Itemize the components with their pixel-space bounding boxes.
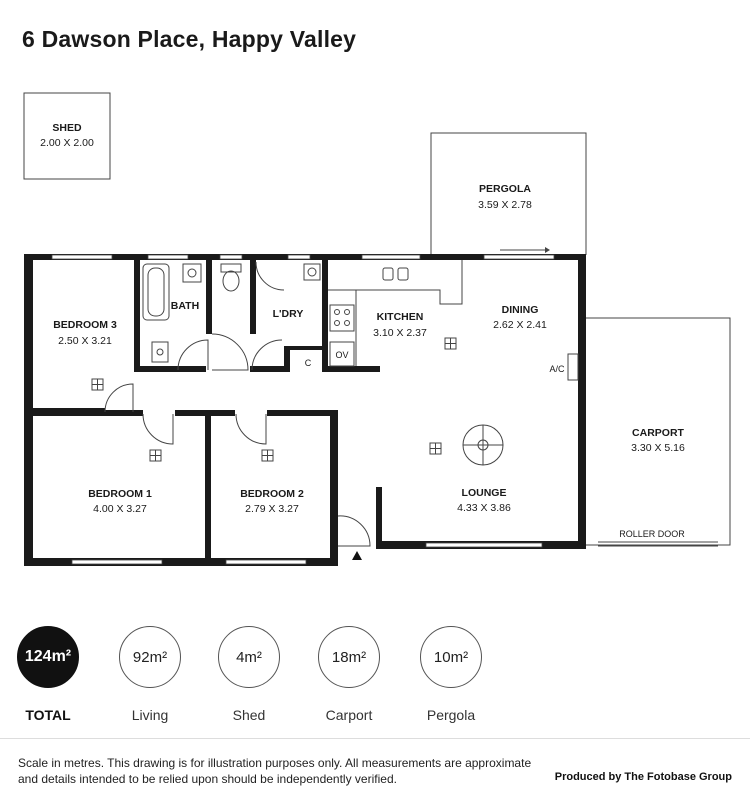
area-living [118, 626, 182, 723]
producer-credit: Produced by The Fotobase Group [554, 771, 732, 783]
bedroom1-label: BEDROOM 1 [88, 488, 152, 500]
area-total-value: 124m² [17, 626, 79, 688]
bedroom2-dims: 2.79 X 3.27 [245, 503, 299, 515]
windows [52, 255, 554, 564]
page-title: 6 Dawson Place, Happy Valley [22, 26, 357, 52]
bedroom3-label: BEDROOM 3 [53, 319, 117, 331]
area-pergola [419, 626, 483, 723]
area-total-label: TOTAL [25, 707, 71, 723]
carport-label: CARPORT [632, 427, 684, 439]
carport-dims: 3.30 X 5.16 [631, 442, 685, 454]
pergola-label: PERGOLA [479, 183, 531, 195]
area-shed [217, 626, 281, 723]
roller-door-label: ROLLER DOOR [619, 529, 685, 539]
area-shed-label: Shed [232, 707, 266, 723]
lounge-dims: 4.33 X 3.86 [457, 502, 511, 514]
dining-label: DINING [501, 304, 539, 316]
area-shed-value: 4m² [218, 626, 280, 688]
pergola-dims: 3.59 X 2.78 [478, 199, 532, 211]
ac-label: A/C [549, 364, 565, 374]
bedroom3-dims: 2.50 X 3.21 [58, 335, 112, 347]
ac-unit [568, 354, 578, 380]
area-living-label: Living [131, 707, 169, 723]
ceiling-fan-icon [463, 425, 503, 465]
area-carport-label: Carport [325, 707, 373, 723]
oven-label: OV [335, 350, 349, 360]
bath-label: BATH [170, 300, 200, 312]
kitchen-dims: 3.10 X 2.37 [373, 327, 427, 339]
laundry-label: L'DRY [272, 308, 304, 320]
lounge-label: LOUNGE [461, 487, 507, 499]
dining-dims: 2.62 X 2.41 [493, 319, 547, 331]
area-living-value: 92m² [119, 626, 181, 688]
cupboard-label: C [304, 358, 312, 368]
shed-label: SHED [52, 122, 82, 134]
area-carport [317, 626, 381, 723]
bedroom1-dims: 4.00 X 3.27 [93, 503, 147, 515]
area-carport-value: 18m² [318, 626, 380, 688]
area-pergola-label: Pergola [426, 707, 476, 723]
area-pergola-value: 10m² [420, 626, 482, 688]
bedroom2-label: BEDROOM 2 [240, 488, 304, 500]
kitchen-label: KITCHEN [376, 311, 424, 323]
shed-outline [24, 93, 110, 179]
skylight-markers [92, 338, 456, 461]
footer-divider [0, 738, 750, 739]
disclaimer-text: Scale in metres. This drawing is for illustration purposes only. All measurements are approximate and details intended to be relied upon should be independently verified. [18, 756, 532, 786]
shed-dims: 2.00 X 2.00 [40, 137, 94, 149]
area-total [16, 626, 80, 723]
